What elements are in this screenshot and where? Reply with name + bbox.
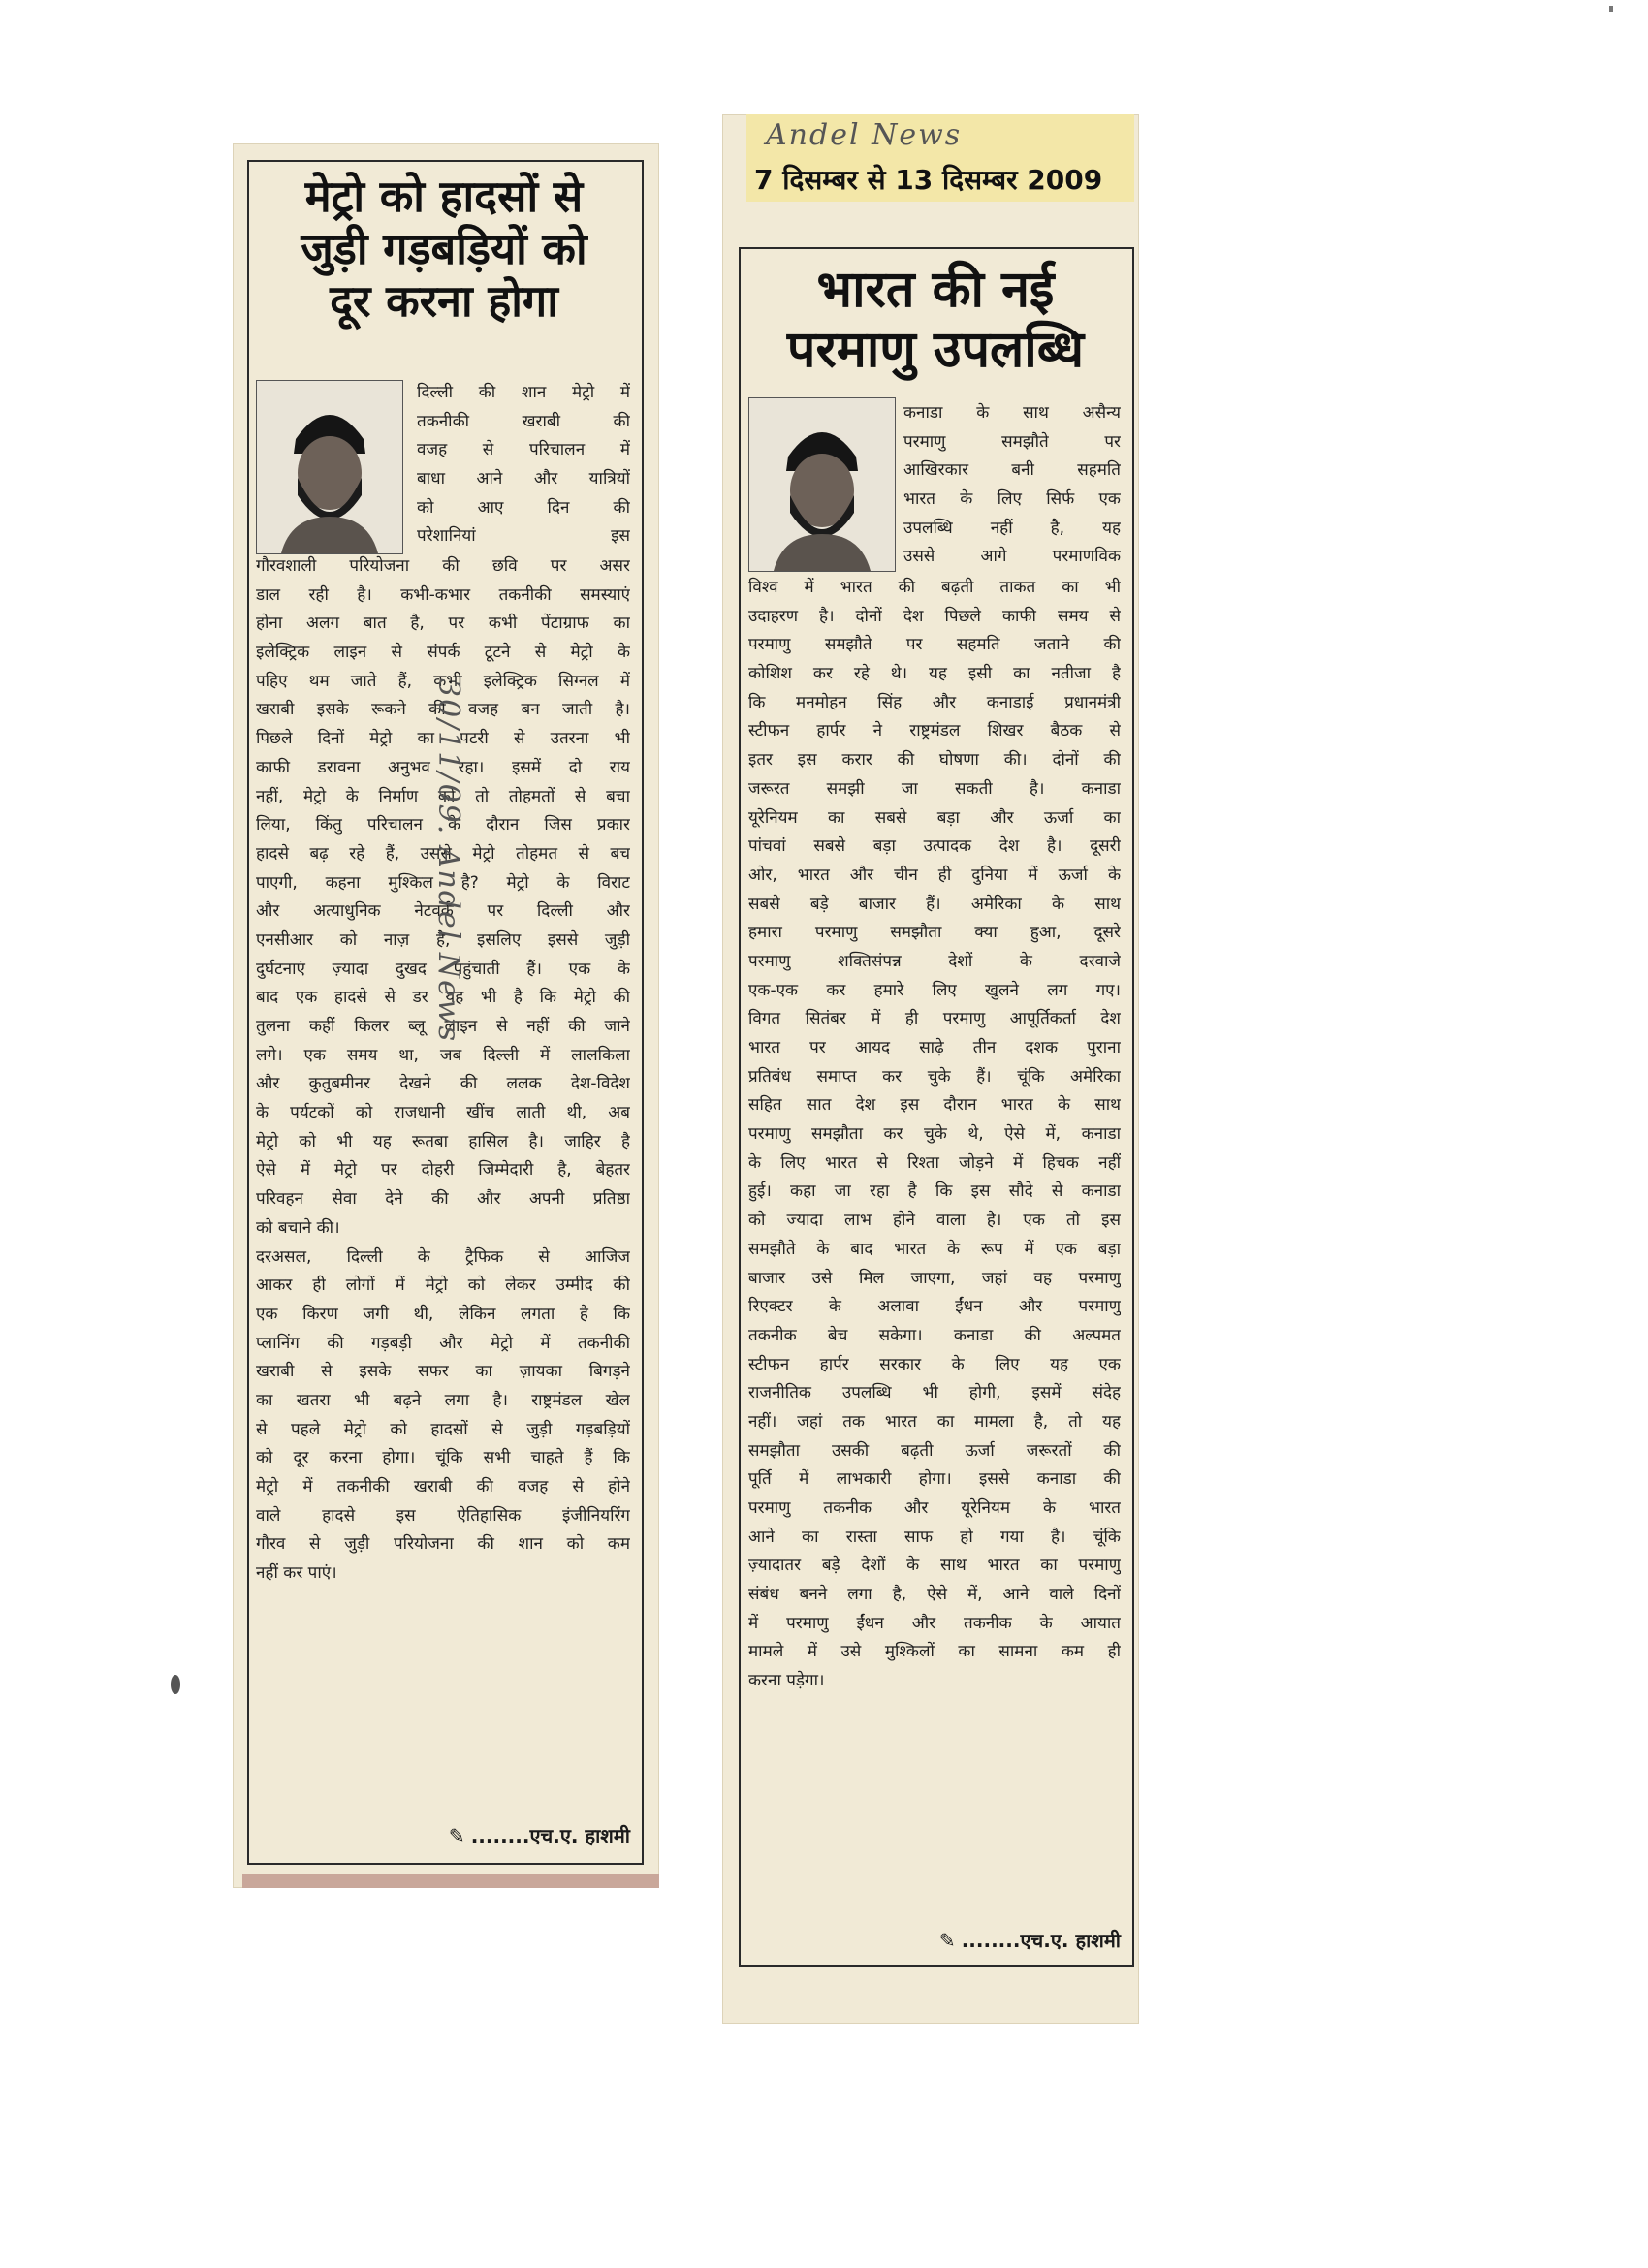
body-line: हादसे बढ़ रहे हैं, उससे मेट्रो तोहमत से बच	[256, 843, 630, 864]
article2-intro	[903, 399, 1121, 572]
body-line: कि मनमोहन सिंह और कनाडाई प्रधानमंत्री	[748, 692, 1121, 712]
body-line: नहीं कर पाएं।	[256, 1563, 337, 1584]
body-line: समझौता उसकी बढ़ती ऊर्जा जरूरतों की	[748, 1440, 1121, 1461]
byline-text: ........एच.ए. हाशमी	[961, 1929, 1121, 1952]
body-line: मेट्रो में तकनीकी खराबी की वजह से होने	[256, 1477, 630, 1496]
body-line: स्टीफन हार्पर सरकार के लिए यह एक	[748, 1354, 1121, 1374]
byline-text: ........एच.ए. हाशमी	[470, 1824, 630, 1847]
body-line: से पहले मेट्रो को हादसों से जुड़ी गड़बड़ियों	[256, 1419, 630, 1439]
body-line: उदाहरण है। दोनों देश पिछले काफी समय से	[748, 606, 1121, 626]
body-line: विश्व में भारत की बढ़ती ताकत का भी	[748, 578, 1121, 597]
body-line: पिछले दिनों मेट्रो का पटरी से उतरना भी	[256, 729, 630, 749]
body-line: कोशिश कर रहे थे। यह इसी का नतीजा है	[748, 664, 1121, 684]
intro-line: उससे आगे परमाणविक	[903, 547, 1121, 567]
article1-byline	[368, 1822, 630, 1848]
body-line: पूर्ति में लाभकारी होगा। इससे कनाडा की	[748, 1469, 1121, 1490]
body-line: बाजार उसे मिल जाएगा, जहां वह परमाणु	[748, 1268, 1121, 1288]
body-line: खराबी इसके रूकने की वजह बन जाती है।	[256, 700, 630, 720]
intro-line: को आए दिन की	[417, 497, 630, 518]
intro-line: भारत के लिए सिर्फ एक	[903, 489, 1121, 510]
author-photo	[748, 397, 896, 572]
body-line: के पर्यटकों को राजधानी खींच लाती थी, अब	[256, 1103, 630, 1123]
body-line: गौरव से जुड़ी परियोजना की शान को कम	[256, 1534, 630, 1555]
body-line: दुर्घटनाएं ज़्यादा दुखद पहुंचाती हैं। एक के	[256, 959, 630, 979]
body-line: के लिए भारत से रिश्ता जोड़ने में हिचक नहीं	[748, 1152, 1121, 1173]
body-line: और अत्याधुनिक नेटवर्क पर दिल्ली और	[256, 901, 630, 922]
body-line: को बचाने की।	[256, 1217, 340, 1238]
body-line: स्टीफन हार्पर ने राष्ट्रमंडल शिखर बैठक से	[748, 721, 1121, 741]
body-line: एनसीआर को नाज़ है, इसलिए इससे जुड़ी	[256, 929, 630, 950]
body-line: को दूर करना होगा। चूंकि सभी चाहते हैं कि	[256, 1448, 630, 1468]
author-portrait-icon	[257, 381, 402, 553]
body-line: में परमाणु ईंधन और तकनीक के आयात	[748, 1613, 1121, 1633]
pen-icon: ✎	[448, 1824, 465, 1847]
article1-intro	[417, 379, 630, 551]
body-line: परमाणु समझौता कर चुके थे, ऐसे में, कनाडा	[748, 1124, 1121, 1145]
intro-line: उपलब्धि नहीं है, यह	[903, 518, 1121, 538]
body-line: हुई। कहा जा रहा है कि इस सौदे से कनाडा	[748, 1181, 1121, 1202]
body-line: लिया, किंतु परिचालन के दौरान जिस प्रकार	[256, 815, 630, 835]
headline-line: परमाणु उपलब्धि	[786, 321, 1085, 380]
scan-mark	[1609, 6, 1613, 12]
body-line: परमाणु शक्तिसंपन्न देशों के दरवाजे	[748, 951, 1121, 971]
body-line: तकनीक बेच सकेगा। कनाडा की अल्पमत	[748, 1325, 1121, 1345]
article2-headline	[746, 260, 1125, 381]
headline-line: भारत की नई	[816, 261, 1055, 319]
body-line: राजनीतिक उपलब्धि भी होगी, इसमें संदेह	[748, 1383, 1121, 1403]
body-line: पांचवां सबसे बड़ा उत्पादक देश है। दूसरी	[748, 836, 1121, 857]
intro-line: आखिरकार बनी सहमति	[903, 460, 1121, 481]
author-portrait-icon	[749, 398, 895, 571]
body-line: संबंध बनने लगा है, ऐसे में, आने वाले दिनों	[748, 1585, 1121, 1605]
body-line: परमाणु तकनीक और यूरेनियम के भारत	[748, 1498, 1121, 1518]
body-line: खराबी से इसके सफर का ज़ायका बिगड़ने	[256, 1362, 630, 1382]
body-line: मेट्रो को भी यह रूतबा हासिल है। जाहिर है	[256, 1131, 630, 1151]
body-line: आने का रास्ता साफ हो गया है। चूंकि	[748, 1527, 1121, 1547]
body-line: दरअसल, दिल्ली के ट्रैफिक से आजिज	[256, 1246, 630, 1267]
body-line: होना अलग बात है, पर कभी पेंटाग्राफ का	[256, 614, 630, 634]
body-line: प्रतिबंध समाप्त कर चुके हैं। चूंकि अमेरिका	[748, 1066, 1121, 1087]
body-line: नहीं, मेट्रो के निर्माण को तो तोहमतों से बचा	[256, 786, 630, 806]
article1-headline	[254, 171, 634, 328]
body-line: प्लानिंग की गड़बड़ी और मेट्रो में तकनीकी	[256, 1333, 630, 1353]
body-line: डाल रही है। कभी-कभार तकनीकी समस्याएं	[256, 584, 630, 605]
headline-line: मेट्रो को हादसों से	[304, 171, 584, 222]
body-line: सबसे बड़े बाजार हैं। अमेरिका के साथ	[748, 894, 1121, 914]
body-line: तुलना कहीं किलर ब्लू लाइन से नहीं की जाने	[256, 1017, 630, 1036]
body-line: वाले हादसे इस ऐतिहासिक इंजीनियरिंग	[256, 1505, 630, 1526]
intro-line: परेशानियां इस	[417, 526, 630, 547]
body-line: एक-एक कर हमारे लिए खुलने लग गए।	[748, 980, 1121, 1000]
headline-line: जुड़ी गड़बड़ियों को	[301, 223, 587, 274]
body-line: काफी डरावना अनुभव रहा। इसमें दो राय	[256, 757, 630, 777]
body-line: का खतरा भी बढ़ने लगा है। राष्ट्रमंडल खेल	[256, 1390, 630, 1410]
body-line: यूरेनियम का सबसे बड़ा और ऊर्जा का	[748, 807, 1121, 828]
body-line: समझौते के बाद भारत के रूप में एक बड़ा	[748, 1239, 1121, 1259]
article2-byline	[853, 1927, 1121, 1953]
body-line: सहित सात देश इस दौरान भारत के साथ	[748, 1095, 1121, 1116]
body-line: आकर ही लोगों में मेट्रो को लेकर उम्मीद की	[256, 1276, 630, 1296]
body-line: पाएगी, कहना मुश्किल है? मेट्रो के विराट	[256, 872, 630, 893]
body-line: जरूरत समझी जा सकती है। कनाडा	[748, 778, 1121, 799]
pen-icon: ✎	[938, 1929, 956, 1952]
body-line: ज़्यादातर बड़े देशों के साथ भारत का परमाणु	[748, 1556, 1121, 1576]
body-line: और कुतुबमीनर देखने की ललक देश-विदेश	[256, 1074, 630, 1094]
body-line: गौरवशाली परियोजना की छवि पर असर	[256, 556, 630, 576]
article2-dateline: 7 दिसम्बर से 13 दिसम्बर 2009	[754, 164, 1103, 196]
body-line: मामले में उसे मुश्किलों का सामना कम ही	[748, 1642, 1121, 1662]
intro-line: वजह से परिचालन में	[417, 440, 630, 460]
bottom-strip	[242, 1874, 659, 1888]
body-line: भारत पर आयद साढ़े तीन दशक पुराना	[748, 1038, 1121, 1057]
body-line: विगत सितंबर में ही परमाणु आपूर्तिकर्ता देश	[748, 1009, 1121, 1029]
body-line: रिएक्टर के अलावा ईंधन और परमाणु	[748, 1297, 1121, 1317]
handwritten-note-vertical: 30/11/09. Andel News	[431, 678, 465, 1043]
body-line: इतर इस करार की घोषणा की। दोनों की	[748, 750, 1121, 771]
handwritten-label: Andel News	[766, 118, 963, 152]
intro-line: परमाणु समझौते पर	[903, 431, 1121, 452]
headline-line: दूर करना होगा	[330, 275, 558, 327]
body-line: बाद एक हादसे से डर यह भी है कि मेट्रो की	[256, 988, 630, 1008]
body-line: को ज्यादा लाभ होने वाला है। एक तो इस	[748, 1211, 1121, 1231]
intro-line: बाधा आने और यात्रियों	[417, 469, 630, 489]
body-line: परिवहन सेवा देने की और अपनी प्रतिष्ठा	[256, 1189, 630, 1210]
body-line: ओर, भारत और चीन ही दुनिया में ऊर्जा के	[748, 865, 1121, 885]
intro-line: तकनीकी खराबी की	[417, 411, 630, 431]
body-line: पहिए थम जाते हैं, कभी इलेक्ट्रिक सिग्नल में	[256, 671, 630, 691]
body-line: एक किरण जगी थी, लेकिन लगता है कि	[256, 1304, 630, 1324]
body-line: हमारा परमाणु समझौता क्या हुआ, दूसरे	[748, 923, 1121, 943]
body-line: परमाणु समझौते पर सहमति जताने की	[748, 635, 1121, 655]
article2-body	[748, 574, 1121, 1696]
author-photo	[256, 380, 403, 554]
body-line: लगे। एक समय था, जब दिल्ली में लालकिला	[256, 1045, 630, 1065]
body-line: ऐसे में मेट्रो पर दोहरी जिम्मेदारी है, बेहतर	[256, 1160, 630, 1181]
body-line: नहीं। जहां तक भारत का मामला है, तो यह	[748, 1411, 1121, 1432]
body-line: करना पड़ेगा।	[748, 1671, 825, 1691]
body-line: इलेक्ट्रिक लाइन से संपर्क टूटने से मेट्रो के	[256, 643, 630, 663]
scan-mark	[171, 1675, 180, 1694]
intro-line: कनाडा के साथ असैन्य	[903, 403, 1121, 423]
intro-line: दिल्ली की शान मेट्रो में	[417, 383, 630, 402]
